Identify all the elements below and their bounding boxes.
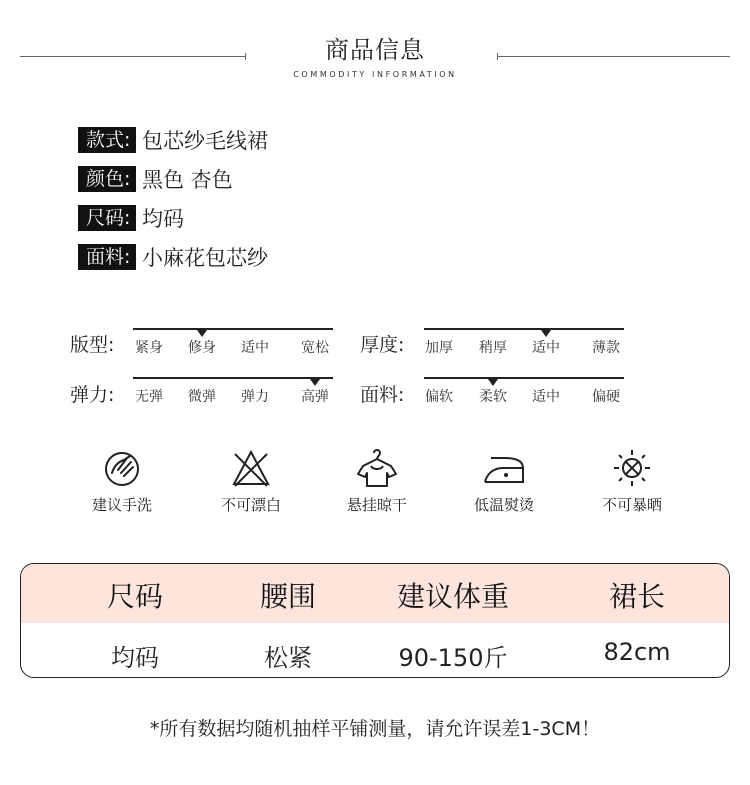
scale-option: 无弹: [135, 389, 163, 405]
scale-option: 稍厚: [479, 340, 507, 356]
table-cell: 90-150斤: [398, 644, 508, 672]
info-row-style: [78, 127, 268, 153]
hand-wash-icon: [100, 448, 144, 488]
scale-option: 微弹: [188, 389, 216, 405]
table-header-cell: 腰围: [259, 580, 316, 613]
scale-line-stretch: [133, 377, 333, 379]
info-label: 尺码:: [78, 205, 136, 231]
info-label: 颜色:: [78, 166, 136, 192]
care-item-no-bleach: [196, 448, 306, 515]
hang-dry-icon: [355, 448, 399, 488]
scale-line-thickness: [424, 328, 624, 330]
scale-option: 适中: [532, 340, 560, 356]
scale-option: 柔软: [479, 389, 507, 405]
care-item-no-sun: [577, 448, 687, 515]
care-label: 低温熨烫: [473, 496, 534, 514]
table-cell: 松紧: [264, 644, 312, 672]
care-label: 不可暴晒: [601, 496, 662, 514]
care-item-low-iron: [449, 448, 559, 515]
info-value: 黑色 杏色: [142, 168, 233, 192]
low-iron-icon: [479, 448, 529, 488]
size-table: [20, 563, 730, 678]
scale-option: 薄款: [592, 340, 620, 356]
scale-option: 适中: [532, 389, 560, 405]
info-label: 款式:: [78, 127, 136, 153]
info-row-size: [78, 205, 184, 231]
table-cell: 均码: [111, 644, 159, 672]
care-item-hang-dry: [322, 448, 432, 515]
no-sun-icon: [610, 448, 654, 488]
section-title: 商品信息: [325, 36, 425, 64]
info-value: 小麻花包芯纱: [142, 246, 268, 270]
scale-option: 修身: [188, 340, 216, 356]
table-header-cell: 裙长: [608, 580, 665, 613]
scale-option: 加厚: [425, 340, 453, 356]
table-cell: 82cm: [603, 638, 671, 666]
care-label: 悬挂晾干: [346, 496, 407, 514]
scale-option: 宽松: [301, 340, 329, 356]
scale-label-softness: 面料:: [360, 384, 405, 406]
info-label: 面料:: [78, 244, 136, 270]
scale-option: 适中: [241, 340, 269, 356]
scale-marker-thickness: [541, 330, 551, 337]
scale-option: 弹力: [241, 389, 269, 405]
scale-marker-stretch: [310, 379, 320, 386]
table-header-cell: 建议体重: [396, 580, 509, 613]
scale-line-softness: [424, 377, 624, 379]
scale-label-thickness: 厚度:: [360, 334, 405, 356]
scale-marker-softness: [488, 379, 498, 386]
info-row-color: [78, 166, 233, 192]
care-item-hand-wash: [67, 448, 177, 515]
care-label: 不可漂白: [220, 496, 281, 514]
scale-option: 高弹: [301, 389, 329, 405]
scale-option: 紧身: [135, 340, 163, 356]
scale-option: 偏硬: [592, 389, 620, 405]
no-bleach-icon: [229, 448, 273, 488]
scale-label-stretch: 弹力:: [70, 384, 115, 406]
scale-label-fit: 版型:: [70, 334, 115, 356]
section-subtitle: COMMODITY INFORMATION: [293, 70, 457, 79]
table-header-cell: 尺码: [106, 580, 163, 613]
care-label: 建议手洗: [91, 496, 152, 514]
scale-line-fit: [133, 328, 333, 330]
measurement-note: *所有数据均随机抽样平铺测量，请允许误差1-3CM！: [149, 718, 601, 740]
info-value: 均码: [142, 207, 184, 231]
scale-option: 偏软: [425, 389, 453, 405]
info-row-fabric: [78, 244, 268, 270]
info-value: 包芯纱毛线裙: [142, 129, 268, 153]
scale-marker-fit: [197, 330, 207, 337]
